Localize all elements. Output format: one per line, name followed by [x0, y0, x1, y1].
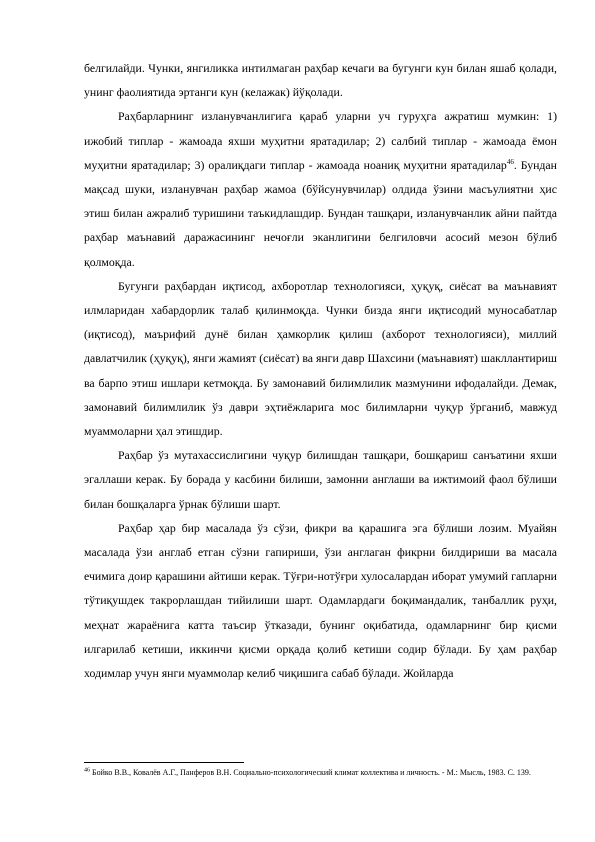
footnote-text: Бойко В.В., Ковалёв А.Г., Панферов В.Н. Социально-психологический климат коллектива и личность. - М.: Мысль, 1983. С. 139. — [92, 768, 531, 777]
footnote-mark: 46 — [84, 767, 90, 774]
body-text — [84, 56, 557, 685]
footnote-divider — [84, 762, 244, 763]
paragraph-2-text-before: Раҳбарларнинг изланувчанлигига қараб уларни уч гуруҳга ажратиш мумкин: 1) ижобий типлар - жамоада яхши муҳитни яратадилар; 2) салбий типлар - жамоада ёмон муҳитни яратадилар; 3) оралиқдаги типлар - жамоада ноаниқ муҳитни яратадилар — [84, 109, 557, 172]
paragraph-2-text-after: . Бундан мақсад шуки, изланувчан раҳбар жамоа (бўйсунувчилар) олдида ўзини масъулиятни ҳис этиш билан ажралиб туришини таъкидлашдир. Бундан ташқари, изланувчанлик айни пайтда раҳбар маънавий даражасининг нечоғли эканлигини белгиловчи асосий мезон бўлиб қолмоқда. — [84, 157, 557, 269]
paragraph-3: Бугунги раҳбардан иқтисод, ахборотлар технологияси, ҳуқуқ, сиёсат ва маънавият илмларидан хабардорлик талаб қилинмоқда. Чунки бизда янги иқтисодий муносабатлар (иқтисод), маърифий дунё билан ҳамкорлик қилиш (ахборот технологияси), миллий давлатчилик (ҳуқуқ), янги жамият (сиёсат) ва янги давр Шахсини (маънавият) шакллантириш ва барпо этиш ишлари кетмоқда. Бу замонавий билимлилик мазмунини ифодалайди. Демак, замонавий билимлилик ўз даври эҳтиёжларига мос билимларни чуқур ўрганиб, мавжуд муаммоларни ҳал этишдир. — [84, 278, 557, 439]
paragraph-2 — [84, 104, 557, 273]
paragraph-1: белгилайди. Чунки, янгиликка интилмаган раҳбар кечаги ва бугунги кун билан яшаб қолади, унинг фаолиятида эртанги кун (келажак) йўқолади. — [84, 61, 557, 100]
footnote-reference[interactable]: 46 — [506, 157, 514, 166]
paragraph-5: Раҳбар ҳар бир масалада ўз сўзи, фикри ва қарашига эга бўлиши лозим. Муайян масалада ўзи англаб етган сўзни гапириши, ўзи англаган фикрни билдириши ва масала ечимига доир қарашини айтиши керак. Тўғри-нотўғри хулосалардан иборат умумий гапларни тўтиқушдек такрорлашдан тийилиши шарт. Одамлардаги боқимандалик, танбаллик руҳи, меҳнат жараёнига катта таъсир ўтказади, бунинг оқибатида, одамларнинг бир қисми илгарилаб кетиши, иккинчи қисми орқада қолиб кетиши содир бўлади. Бу ҳам раҳбар ходимлар учун янги муаммолар келиб чиқишига сабаб бўлади. Жойларда — [84, 520, 557, 681]
paragraph-4: Раҳбар ўз мутахассислигини чуқур билишдан ташқари, бошқариш санъатини яхши эгаллаши керак. Бу борада у касбини билиши, замонни англаши ва ижтимоий фаол бўлиши билан бошқаларга ўрнак бўлиши шарт. — [84, 448, 557, 511]
footnote — [84, 767, 564, 778]
